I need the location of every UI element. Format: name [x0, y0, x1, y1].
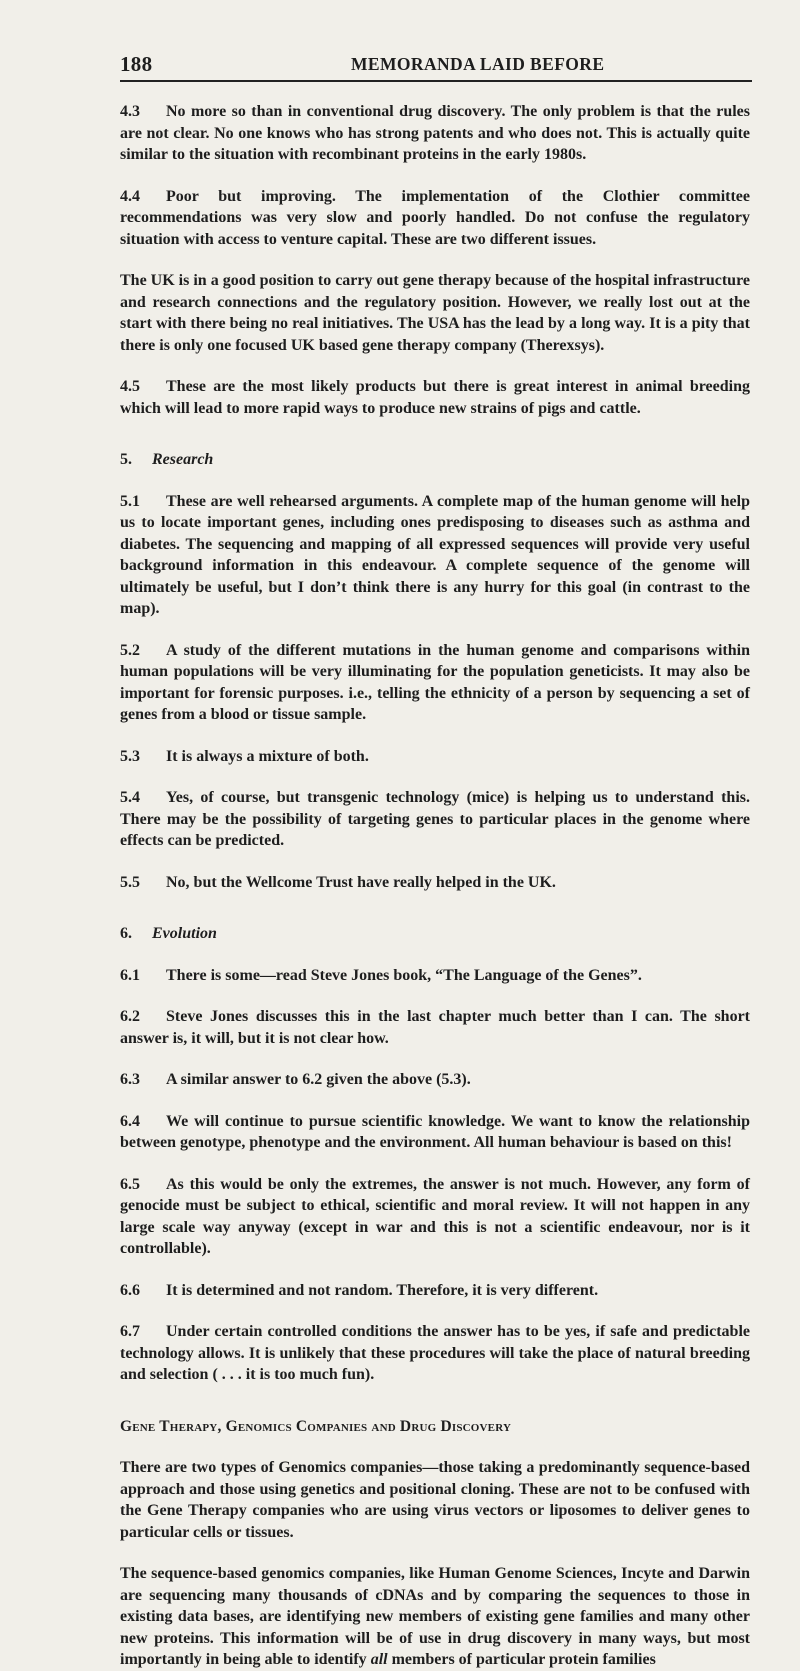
- section-number: 6.: [120, 925, 132, 942]
- paragraph-5-3: [120, 746, 750, 768]
- paragraph-text: A similar answer to 6.2 given the above (5.3).: [166, 1071, 471, 1088]
- paragraph-genomics-types: There are two types of Genomics companies—those taking a predominantly sequence-based approach and those using genetics and positional cloning. These are not to be confused with the Gene Therapy companies who are using virus vectors or liposomes to deliver genes to particular cells or tissues.: [120, 1459, 750, 1541]
- paragraph-uk-gene-therapy: [120, 270, 750, 356]
- body-text: [120, 101, 750, 1671]
- paragraph-text: Yes, of course, but transgenic technology (mice) is helping us to understand this. There may be the possibility of targeting genes to particular places in the genome where effects can be predicted.: [120, 789, 750, 849]
- paragraph-number: 5.5: [120, 873, 140, 891]
- paragraph-4-4: [120, 186, 750, 251]
- paragraph-6-5: [120, 1174, 750, 1260]
- paragraph-text: We will continue to pursue scientific knowledge. We want to know the relationship between genotype, phenotype and the environment. All human behaviour is based on this!: [120, 1112, 750, 1151]
- section-heading-research: [120, 449, 750, 471]
- paragraph-number: 6.6: [120, 1281, 140, 1299]
- section-title: Evolution: [152, 925, 217, 942]
- paragraph-text: A study of the different mutations in the human genome and comparisons within human populations will be very illuminating for the population geneticists. It may also be important for forensic purposes. i.e., telling the ethnicity of a person by sequencing a set of genes from a blood or tissue sample.: [120, 641, 750, 723]
- section-heading-gene-therapy: Gene Therapy, Genomics Companies and Drug Discovery: [120, 1417, 512, 1435]
- paragraph-sequence-based: [120, 1563, 750, 1671]
- paragraph-text: Poor but improving. The implementation of the Clothier committee recommendations was very slow and poorly handled. Do not confuse the regulatory situation with access to venture capital. These are two different issues.: [120, 187, 750, 248]
- paragraph-number: 6.1: [120, 966, 140, 984]
- paragraph-text: Steve Jones discusses this in the last chapter much better than I can. The short answer is, it will, but it is not clear how.: [120, 1008, 750, 1047]
- paragraph-number: 5.4: [120, 789, 140, 806]
- paragraph-number: 5.1: [120, 492, 140, 510]
- page-number: 188: [120, 52, 153, 76]
- paragraph-number: 4.5: [120, 378, 140, 395]
- paragraph-5-2: [120, 640, 750, 726]
- section-number: 5.: [120, 451, 132, 468]
- paragraph-text: There is some—read Steve Jones book, “The Language of the Genes”.: [166, 966, 642, 984]
- paragraph-text-end: members of particular protein families: [387, 1651, 656, 1668]
- paragraph-number: 4.4: [120, 187, 140, 205]
- paragraph-5-1: [120, 491, 750, 620]
- paragraph-text: The sequence-based genomics companies, like Human Genome Sciences, Incyte and Darwin are sequencing many thousands of cDNAs and by comparing the sequences to those in existing data bases, are identifying new members of existing gene families and many other new proteins. This information will be of use in drug discovery in many ways, but most importantly in being able to identify: [120, 1565, 750, 1668]
- running-title: MEMORANDA LAID BEFORE: [351, 54, 605, 74]
- paragraph-number: 4.3: [120, 103, 140, 120]
- paragraph-text: No more so than in conventional drug discovery. The only problem is that the rules are not clear. No one knows who has strong patents and who does not. This is actually quite similar to the situation with recombinant proteins in the early 1980s.: [120, 103, 750, 163]
- paragraph-number: 6.7: [120, 1323, 140, 1340]
- paragraph-text: These are the most likely products but there is great interest in animal breeding which will lead to more rapid ways to produce new strains of pigs and cattle.: [120, 378, 750, 417]
- emphasis-all: all: [370, 1651, 388, 1668]
- paragraph-number: 6.3: [120, 1071, 140, 1088]
- paragraph-4-3: [120, 101, 750, 166]
- paragraph-6-6: [120, 1280, 750, 1302]
- paragraph-text: These are well rehearsed arguments. A complete map of the human genome will help us to locate important genes, including ones predisposing to diseases such as asthma and diabetes. The sequencing and mapping of all expressed sequences will provide very useful background information in this endeavour. A complete sequence of the genome will ultimately be useful, but I don’t think there is any hurry for this goal (in contrast to the map).: [120, 492, 750, 617]
- paragraph-5-4: [120, 787, 750, 852]
- paragraph-6-7: [120, 1321, 750, 1386]
- paragraph-4-5: [120, 376, 750, 419]
- paragraph-number: 6.5: [120, 1175, 140, 1193]
- header-rule: [120, 80, 752, 82]
- paragraph-number: 6.4: [120, 1112, 140, 1130]
- page-header: [120, 52, 750, 76]
- paragraph-text: Under certain controlled conditions the answer has to be yes, if safe and predictable technology allows. It is unlikely that these procedures will take the place of natural breeding and selection ( . . . it is too much fun).: [120, 1323, 750, 1383]
- paragraph-text: No, but the Wellcome Trust have really helped in the UK.: [166, 873, 556, 891]
- section-heading-evolution: [120, 923, 750, 945]
- paragraph-number: 6.2: [120, 1008, 140, 1025]
- paragraph-text: As this would be only the extremes, the answer is not much. However, any form of genocide must be subject to ethical, scientific and moral review. It will not happen in any large scale way anyway (except in war and this is not a scientific endeavour, nor is it controllable).: [120, 1175, 750, 1257]
- paragraph-5-5: [120, 872, 750, 894]
- paragraph-6-3: [120, 1069, 750, 1091]
- paragraph-text: The UK is in a good position to carry out gene therapy because of the hospital infrastructure and research connections and the regulatory position. However, we really lost out at the start with there being no real initiatives. The USA has the lead by a long way. It is a pity that there is only one focused UK based gene therapy company (Therexsys).: [120, 272, 750, 354]
- paragraph-number: 5.2: [120, 641, 140, 659]
- paragraph-text: It is always a mixture of both.: [166, 747, 369, 765]
- paragraph-number: 5.3: [120, 747, 140, 765]
- paragraph-text: It is determined and not random. Therefore, it is very different.: [166, 1281, 599, 1299]
- paragraph-6-4: [120, 1111, 750, 1154]
- paragraph-6-1: [120, 965, 750, 987]
- paragraph-6-2: [120, 1006, 750, 1049]
- section-title: Research: [152, 451, 214, 468]
